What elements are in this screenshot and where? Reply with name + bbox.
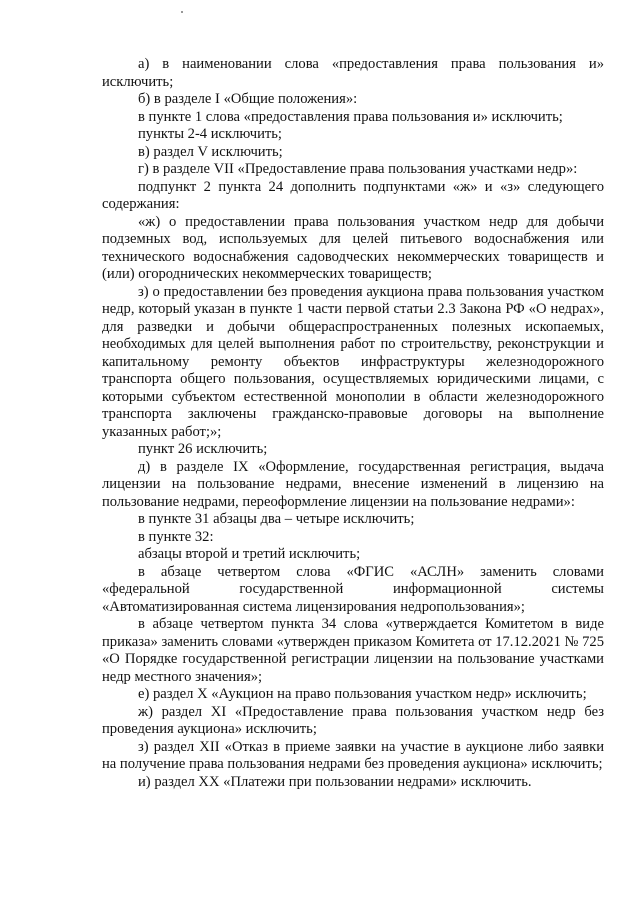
paragraph-d-item-34: в абзаце четвертом пункта 34 слова «утверждается Комитетом в виде приказа» заменить словами «утвержден приказом Комитета от 17.12.2021 № 725 «О Порядке государственной регистрации лицензии на пользование участками недр местного значения»; <box>102 616 604 685</box>
document-body <box>102 56 604 791</box>
paragraph-zh2: ж) раздел XI «Предоставление права пользования участком недр без проведения аукциона» исключить; <box>102 703 604 737</box>
scan-mark <box>181 11 183 13</box>
paragraph-g: г) в разделе VII «Предоставление права пользования участками недр»: <box>138 161 578 177</box>
paragraph-d-item-32-1: абзацы второй и третий исключить; <box>138 546 361 562</box>
paragraph-a: а) в наименовании слова «предоставления права пользования и» исключить; <box>102 56 604 90</box>
paragraph-i: и) раздел XX «Платежи при пользовании недрами» исключить. <box>138 773 532 790</box>
paragraph-e: е) раздел X «Аукцион на право пользования участком недр» исключить; <box>138 686 587 702</box>
paragraph-zh: «ж) о предоставлении права пользования участком недр для добычи подземных вод, используемых для целей питьевого водоснабжения или технического водоснабжения садоводческих некоммерческих товариществ и (или) огороднических некоммерческих товариществ; <box>102 213 604 282</box>
paragraph-b-item-2: пункты 2-4 исключить; <box>138 126 282 142</box>
paragraph-b: б) в разделе I «Общие положения»: <box>138 91 358 107</box>
paragraph-z2: з) раздел XII «Отказ в приеме заявки на участие в аукционе либо заявки на получение права пользования недрами без проведения аукциона» исключить; <box>102 738 604 772</box>
paragraph-d: д) в разделе IX «Оформление, государственная регистрация, выдача лицензии на пользование недрами, внесение изменений в лицензию на пользование недрами, переоформление лицензии на пользование недрами»: <box>102 458 604 510</box>
paragraph-b-item-1: в пункте 1 слова «предоставления права пользования и» исключить; <box>138 108 563 125</box>
paragraph-g-item-1: подпункт 2 пункта 24 дополнить подпунктами «ж» и «з» следующего содержания: <box>102 178 604 212</box>
paragraph-z: з) о предоставлении без проведения аукциона права пользования участком недр, который указан в пункте 1 части первой статьи 2.3 Закона РФ «О недрах», для разведки и добычи общераспространенных полезных ископаемых, необходимых для целей выполнения работ по строительству, реконструкции и капитальному ремонту объектов инфраструктуры железнодорожного транспорта общего пользования, осуществляемых юридическими лицами, с которыми субъектом естественной монополии в области железнодорожного транспорта заключены гражданско-правовые договоры на выполнение указанных работ;»; <box>102 283 604 440</box>
paragraph-d-item-31: в пункте 31 абзацы два – четыре исключить; <box>138 511 415 527</box>
paragraph-d-item-32: в пункте 32: <box>138 528 214 545</box>
paragraph-item-26: пункт 26 исключить; <box>138 441 268 457</box>
paragraph-v: в) раздел V исключить; <box>138 143 283 160</box>
paragraph-d-item-32-2: в абзаце четвертом слова «ФГИС «АСЛН» заменить словами «федеральной государственной информационной системы «Автоматизированная система лицензирования недропользования»; <box>102 563 604 615</box>
